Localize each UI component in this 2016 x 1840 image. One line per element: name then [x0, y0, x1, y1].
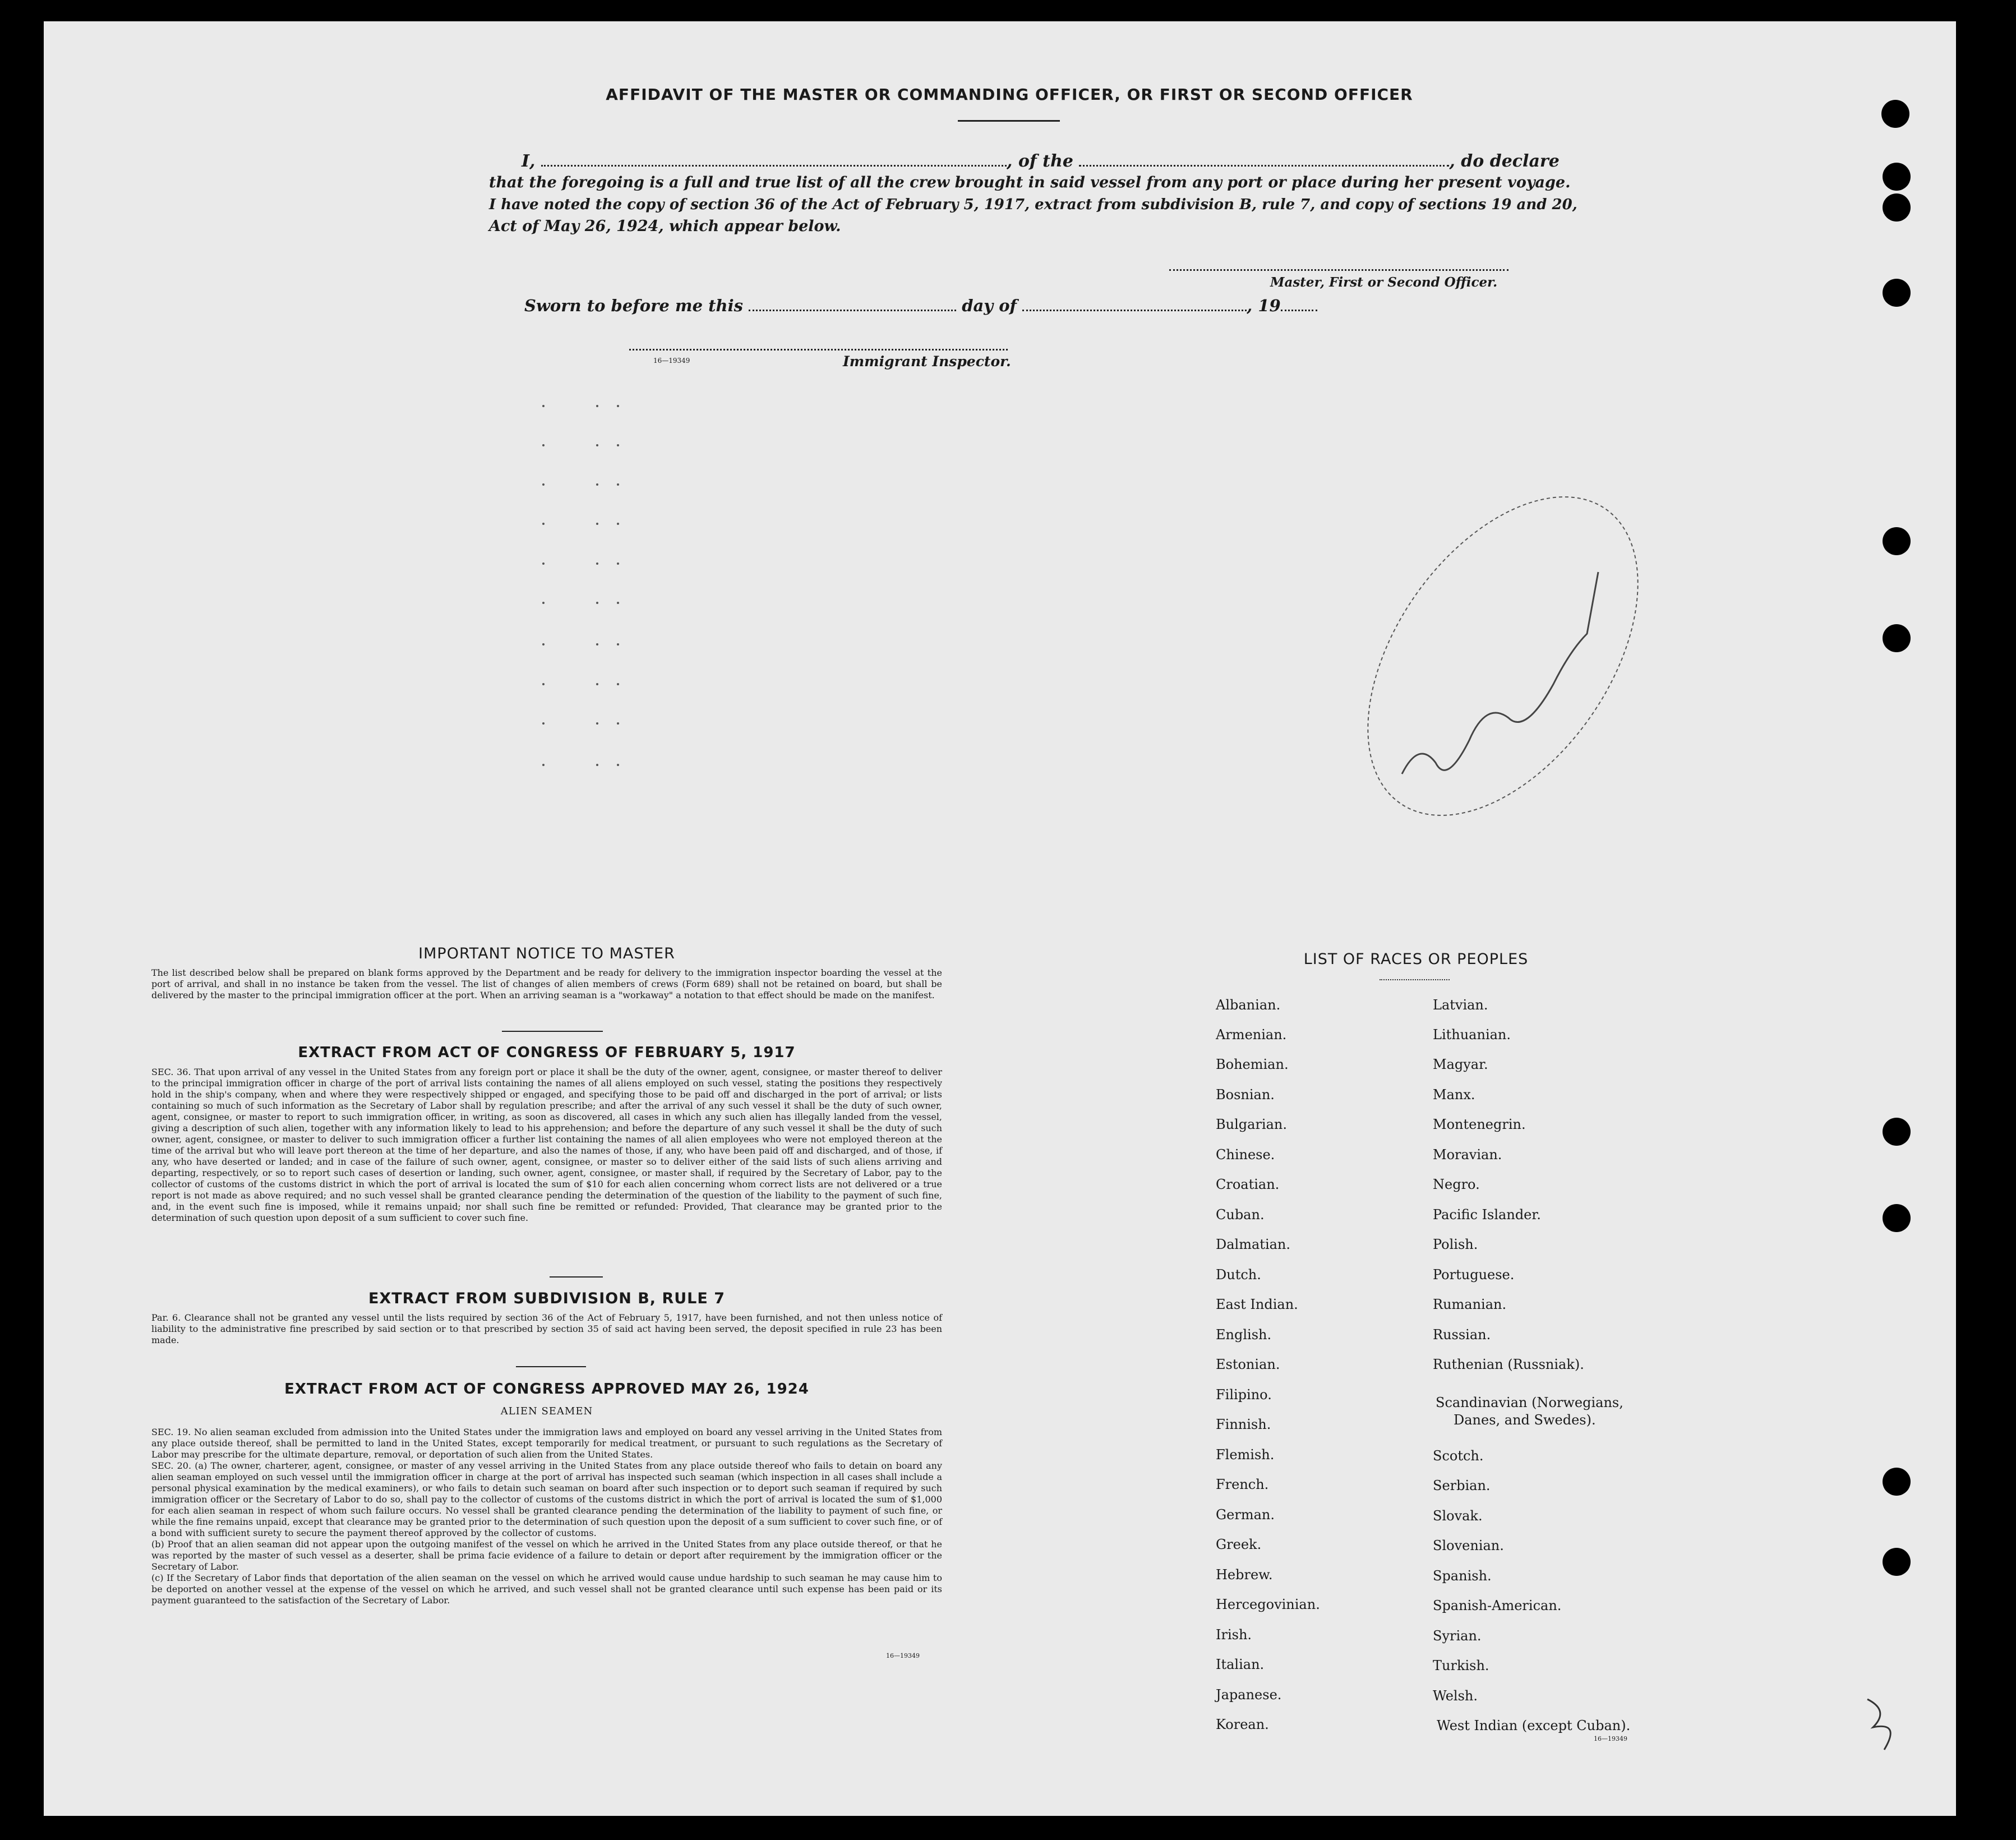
speck [596, 444, 598, 446]
affidavit-form-number: 16—19349 [653, 357, 690, 365]
race-item: Spanish. [1433, 1568, 1492, 1584]
race-item: Croatian. [1216, 1177, 1280, 1192]
race-item: Dutch. [1216, 1267, 1261, 1283]
punch-hole [1883, 527, 1911, 555]
divider [1380, 979, 1450, 980]
speck [596, 643, 598, 645]
speck [542, 483, 545, 486]
sec-20b-paragraph: (b) Proof that an alien seaman did not appear upon the outgoing manifest of the vessel on which he arrived in the United States from any place outside thereof, or that he was reported by the master of such vessel as a deserter, shall be prima facie evidence of a failure to detain or deport after requirement by the immigration officer or the Secretary of Labor. [151, 1539, 942, 1572]
sec-20a-paragraph: SEC. 20. (a) The owner, charterer, agent, consignee, or master of any vessel arriving in the United States from any place outside thereof who fails to detain on board any alien seaman employed on such vessel until the immigration officer in charge at the port of arrival has inspected such seaman (which inspection in all cases shall include a personal physical examination by the medical examiners), or who fails to detain such seaman on board after such inspection or to deport such seaman if required by such immigration officer or the Secretary of Labor to do so, shall pay to the collector of customs of the customs district in which the port of arrival is located the sum of $1,000 for each alien seaman in respect of whom such failure occurs. No vessel shall be granted clearance pending the determination of the liability to payment of such fine, or while the fine remains unpaid, except that clearance may be granted prior to the determination of such question upon the deposit of a sum sufficient to cover such fine, or of a bond with sufficient surety to secure the payment thereof approved by the collector of customs. [151, 1460, 942, 1538]
speck [617, 643, 619, 645]
punch-hole [1883, 193, 1911, 222]
race-item: Dalmatian. [1216, 1237, 1291, 1252]
punch-hole [1883, 1548, 1911, 1576]
speck [596, 523, 598, 525]
speck [542, 405, 545, 407]
race-item: Serbian. [1433, 1478, 1491, 1493]
sworn-line [524, 296, 1317, 315]
inspector-label: Immigrant Inspector. [843, 353, 1011, 370]
speck [617, 523, 619, 525]
race-item: Filipino. [1216, 1387, 1272, 1403]
races-title: LIST OF RACES OR PEOPLES [1303, 951, 1529, 968]
punch-hole [1883, 279, 1911, 307]
punch-hole [1883, 1118, 1911, 1146]
divider [502, 1031, 603, 1032]
race-item: Estonian. [1216, 1357, 1280, 1372]
race-item: Spanish-American. [1433, 1598, 1562, 1613]
speck [596, 722, 598, 725]
race-item: Rumanian. [1433, 1297, 1507, 1312]
speck [596, 764, 598, 766]
speck [617, 722, 619, 725]
race-item: Korean. [1216, 1717, 1269, 1732]
speck [596, 483, 598, 486]
vessel-blank[interactable] [1079, 165, 1449, 167]
punch-hole [1883, 624, 1911, 652]
master-signature-label: Master, First or Second Officer. [1270, 275, 1498, 290]
race-item: Polish. [1433, 1237, 1478, 1252]
race-item: Magyar. [1433, 1057, 1488, 1072]
master-signature-line[interactable] [1169, 269, 1508, 271]
race-item: Manx. [1433, 1087, 1475, 1103]
handwritten-corner-mark [1851, 1688, 1918, 1755]
speck [542, 444, 545, 446]
speck [542, 602, 545, 604]
do-declare-label: , do declare [1449, 151, 1560, 171]
speck [617, 683, 619, 685]
race-item: Moravian. [1433, 1147, 1502, 1163]
punch-hole [1883, 1468, 1911, 1496]
speck [617, 444, 619, 446]
race-item: Syrian. [1433, 1628, 1482, 1644]
speck [542, 722, 545, 725]
race-item: Bohemian. [1216, 1057, 1289, 1072]
speck [596, 562, 598, 565]
race-item: Japanese. [1216, 1687, 1282, 1703]
race-item: Welsh. [1433, 1688, 1478, 1704]
speck [596, 602, 598, 604]
race-item: Chinese. [1216, 1147, 1275, 1163]
speck [542, 562, 545, 565]
notice-body: The list described below shall be prepared on blank forms approved by the Department and be ready for delivery to the immigration inspector boarding the vessel at the port of arrival, and shall in no instance be taken from the vessel. The list of changes of alien members of crews (Form 689) shall not be retained on board, but shall be delivered by the master to the principal immigration officer at the port. When an arriving seaman is a "workaway" a notation to that effect should be made on the manifest. [151, 967, 942, 1000]
year-blank[interactable] [1281, 310, 1317, 311]
speck [617, 405, 619, 407]
divider [550, 1276, 603, 1278]
extract-1917-body: SEC. 36. That upon arrival of any vessel in the United States from any foreign port or place it shall be the duty of the owner, agent, consignee, or master thereof to deliver to the principal immigration officer in charge of the port of arrival lists containing the names of all aliens employed on such vessel, stating the positions they respectively hold in the ship's company, when and where they were respectively shipped or engaged, and specifying those to be paid off and discharged in the port of arrival; or lists containing so much of such information as the Secretary of Labor shall by regulation prescribe; and after the arrival of any such vessel it shall be the duty of such owner, agent, consignee, or master to report to such immigration officer, in writing, as soon as discovered, all cases in which any such alien has illegally landed from the vessel, giving a description of such alien, together with any information likely to lead to his apprehension; and before the departure of any such vessel it shall be the duty of such owner, agent, consignee, or master to deliver to such immigration officer a further list containing the names of all alien employees who were not employed thereon at the time of the arrival but who will leave port thereon at the time of her departure, and also the names of those, if any, who have been paid off and discharged, and of those, if any, who have deserted or landed; and in case of the failure of such owner, agent, consignee, or master so to deliver either of the said lists of such aliens arriving and departing, respectively, or so to report such cases of desertion or landing, such owner, agent, consignee, or master shall, if required by the Secretary of Labor, pay to the collector of customs of the customs district in which the port of arrival is located the sum of $10 for each alien concerning whom correct lists are not delivered or a true report is not made as above required; and no such vessel shall be granted clearance pending the determination of the question of the liability to the payment of such fine, and, in the event such fine is imposed, while it remains unpaid; nor shall such fine be remitted or refunded: Provided, That clearance may be granted prior to the determination of such question upon deposit of a sum sufficient to cover such fine. [151, 1067, 942, 1223]
race-item: Negro. [1433, 1177, 1480, 1192]
speck [617, 602, 619, 604]
extract-form-number: 16—19349 [886, 1652, 920, 1659]
speck [617, 483, 619, 486]
race-item: Slovenian. [1433, 1538, 1504, 1553]
race-item: Montenegrin. [1433, 1117, 1526, 1132]
sworn-month-blank[interactable] [1022, 310, 1247, 311]
i-label: I, [522, 151, 536, 171]
speck [542, 523, 545, 525]
race-item: Latvian. [1433, 997, 1488, 1013]
title-underline [958, 120, 1060, 122]
speck [596, 405, 598, 407]
speck [542, 643, 545, 645]
divider [516, 1366, 586, 1367]
race-item: Hebrew. [1216, 1567, 1273, 1583]
affidavit-title: AFFIDAVIT OF THE MASTER OR COMMANDING OFFICER, OR FIRST OR SECOND OFFICER [606, 85, 1413, 104]
sworn-label: Sworn to before me this [524, 296, 743, 315]
speck [596, 683, 598, 685]
extract-rule7-body: Par. 6. Clearance shall not be granted any vessel until the lists required by section 36 of the Act of February 5, 1917, have been furnished, and not then unless notice of liability to the administrative fine prescribed by said section or to that prescribed by section 35 of said act having been served, the deposit specified in rule 23 has been made. [151, 1312, 942, 1345]
race-item: Armenian. [1216, 1027, 1287, 1043]
speck [617, 764, 619, 766]
extract-1924-subtitle: ALIEN SEAMEN [500, 1405, 593, 1417]
race-item: Flemish. [1216, 1447, 1275, 1463]
race-item: Scotch. [1433, 1448, 1484, 1464]
race-item: Bosnian. [1216, 1087, 1275, 1103]
notice-title: IMPORTANT NOTICE TO MASTER [418, 945, 675, 962]
race-item: Ruthenian (Russniak). [1433, 1357, 1584, 1372]
race-item: Cuban. [1216, 1207, 1265, 1223]
day-of-label: day of [962, 296, 1017, 315]
name-blank[interactable] [541, 165, 1007, 167]
extract-rule7-title: EXTRACT FROM SUBDIVISION B, RULE 7 [368, 1290, 726, 1307]
race-item: Danes, and Swedes). [1454, 1412, 1596, 1428]
race-item: East Indian. [1216, 1297, 1298, 1312]
punch-hole [1883, 1204, 1911, 1232]
race-item: Italian. [1216, 1657, 1265, 1672]
races-form-number: 16—19349 [1594, 1735, 1627, 1742]
race-item: English. [1216, 1327, 1272, 1343]
handwritten-oval-mark [1357, 460, 1649, 852]
race-item: West Indian (except Cuban). [1437, 1718, 1631, 1733]
extract-1917-title: EXTRACT FROM ACT OF CONGRESS OF FEBRUARY 5, 1917 [298, 1044, 796, 1061]
race-item: Hercegovinian. [1216, 1597, 1320, 1612]
speck [542, 683, 545, 685]
speck [542, 764, 545, 766]
race-item: Lithuanian. [1433, 1027, 1511, 1043]
race-item: Slovak. [1433, 1508, 1483, 1524]
speck [617, 562, 619, 565]
affidavit-line4: Act of May 26, 1924, which appear below. [489, 218, 841, 235]
race-item: Albanian. [1216, 997, 1281, 1013]
sec-19-paragraph: SEC. 19. No alien seaman excluded from admission into the United States under the immigration laws and employed on board any vessel arriving in the United States from any place outside thereof, shall be permitted to land in the United States, except temporarily for medical treatment, or pursuant to such regulations as the Secretary of Labor may prescribe for the ultimate departure, removal, or deportation of such alien from the United States. [151, 1427, 942, 1460]
race-item: Finnish. [1216, 1417, 1271, 1432]
race-item: Bulgarian. [1216, 1117, 1287, 1132]
race-item: Turkish. [1433, 1658, 1489, 1673]
race-item: Portuguese. [1433, 1267, 1515, 1283]
sworn-day-blank[interactable] [749, 310, 956, 311]
race-item: Russian. [1433, 1327, 1491, 1343]
affidavit-line3: I have noted the copy of section 36 of the Act of February 5, 1917, extract from subdivision B, rule 7, and copy of sections 19 and 20, [489, 196, 1577, 213]
race-item: Greek. [1216, 1537, 1262, 1552]
inspector-signature-line[interactable] [629, 349, 1008, 351]
affidavit-line1 [522, 151, 1560, 171]
extract-1924-body [151, 1427, 942, 1606]
of-the-label: , of the [1006, 151, 1073, 171]
race-item: Irish. [1216, 1627, 1252, 1643]
race-item: French. [1216, 1477, 1269, 1492]
extract-1924-title: EXTRACT FROM ACT OF CONGRESS APPROVED MAY 26, 1924 [284, 1381, 809, 1398]
sec-20c-paragraph: (c) If the Secretary of Labor finds that deportation of the alien seaman on the vessel on which he arrived would cause undue hardship to such seaman he may cause him to be deported on another vessel at the expense of the vessel on which he arrived, and such vessel shall not be granted clearance until such expense has been paid or its payment guaranteed to the satisfaction of the Secretary of Labor. [151, 1572, 942, 1606]
race-item: Pacific Islander. [1433, 1207, 1541, 1223]
affidavit-line2: that the foregoing is a full and true list of all the crew brought in said vessel from any port or place during her present voyage. [489, 174, 1571, 191]
race-item: German. [1216, 1507, 1275, 1523]
punch-hole [1881, 100, 1909, 128]
race-item: Scandinavian (Norwegians, [1436, 1395, 1623, 1410]
punch-hole [1883, 163, 1911, 191]
year-label: , 19 [1247, 296, 1281, 315]
